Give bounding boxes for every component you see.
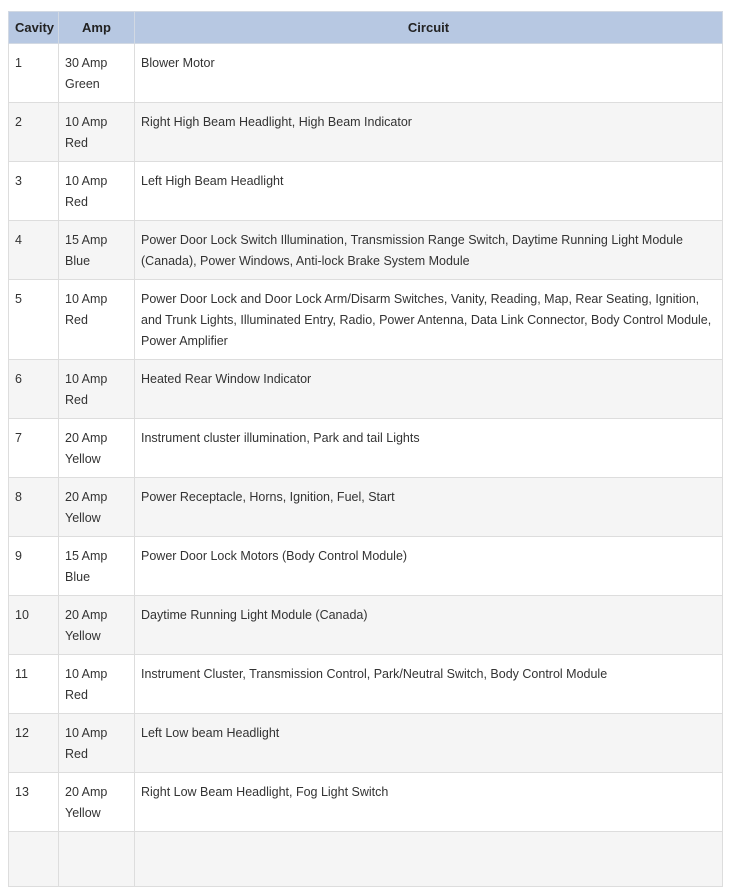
amp-rating: 30 Amp — [65, 56, 108, 70]
table-row — [9, 360, 723, 419]
cavity-cell: 10 — [9, 596, 59, 655]
fuse-table — [8, 11, 723, 887]
fuse-color: Yellow — [65, 629, 101, 643]
amp-cell — [59, 103, 135, 162]
fuse-color: Red — [65, 393, 88, 407]
cavity-cell: 7 — [9, 419, 59, 478]
circuit-cell: Power Door Lock and Door Lock Arm/Disarm Switches, Vanity, Reading, Map, Rear Seating, Ignition, and Trunk Lights, Illuminated Entry, Radio, Power Antenna, Data Link Connector, Body Control Module, Power Amplifier — [135, 280, 723, 360]
table-row — [9, 714, 723, 773]
table-row — [9, 419, 723, 478]
circuit-cell: Power Door Lock Switch Illumination, Transmission Range Switch, Daytime Running Light Module (Canada), Power Windows, Anti-lock Brake System Module — [135, 221, 723, 280]
amp-rating: 15 Amp — [65, 549, 108, 563]
amp-cell — [59, 478, 135, 537]
amp-cell — [59, 44, 135, 103]
table-body — [9, 44, 723, 887]
amp-cell — [59, 832, 135, 887]
fuse-color: Red — [65, 747, 88, 761]
cavity-cell: 8 — [9, 478, 59, 537]
fuse-table-container — [8, 11, 722, 887]
fuse-color: Blue — [65, 570, 91, 584]
cavity-cell: 5 — [9, 280, 59, 360]
amp-rating: 10 Amp — [65, 174, 108, 188]
amp-cell — [59, 360, 135, 419]
amp-cell — [59, 655, 135, 714]
fuse-color: Yellow — [65, 452, 101, 466]
table-row — [9, 162, 723, 221]
amp-rating: 20 Amp — [65, 490, 108, 504]
amp-cell — [59, 537, 135, 596]
table-row — [9, 596, 723, 655]
fuse-color: Red — [65, 195, 88, 209]
header-amp: Amp — [59, 12, 135, 44]
cavity-cell: 11 — [9, 655, 59, 714]
fuse-color: Yellow — [65, 806, 101, 820]
amp-cell — [59, 596, 135, 655]
circuit-cell: Blower Motor — [135, 44, 723, 103]
amp-rating: 10 Amp — [65, 726, 108, 740]
table-row — [9, 655, 723, 714]
circuit-cell: Daytime Running Light Module (Canada) — [135, 596, 723, 655]
table-row — [9, 221, 723, 280]
table-row — [9, 773, 723, 832]
cavity-cell: 6 — [9, 360, 59, 419]
amp-cell — [59, 162, 135, 221]
amp-rating: 20 Amp — [65, 608, 108, 622]
circuit-cell: Instrument Cluster, Transmission Control, Park/Neutral Switch, Body Control Module — [135, 655, 723, 714]
header-circuit: Circuit — [135, 12, 723, 44]
header-cavity: Cavity — [9, 12, 59, 44]
amp-cell — [59, 221, 135, 280]
cavity-cell: 12 — [9, 714, 59, 773]
circuit-cell: Power Receptacle, Horns, Ignition, Fuel, Start — [135, 478, 723, 537]
circuit-cell: Instrument cluster illumination, Park and tail Lights — [135, 419, 723, 478]
circuit-cell: Left Low beam Headlight — [135, 714, 723, 773]
fuse-color: Red — [65, 313, 88, 327]
table-row — [9, 103, 723, 162]
amp-rating: 10 Amp — [65, 667, 108, 681]
table-header-row — [9, 12, 723, 44]
circuit-cell: Heated Rear Window Indicator — [135, 360, 723, 419]
fuse-color: Blue — [65, 254, 91, 268]
amp-rating: 10 Amp — [65, 292, 108, 306]
circuit-cell: Power Door Lock Motors (Body Control Module) — [135, 537, 723, 596]
amp-cell — [59, 714, 135, 773]
circuit-cell: Right Low Beam Headlight, Fog Light Switch — [135, 773, 723, 832]
amp-rating: 20 Amp — [65, 431, 108, 445]
cavity-cell: 2 — [9, 103, 59, 162]
amp-cell — [59, 280, 135, 360]
amp-rating: 15 Amp — [65, 233, 108, 247]
amp-rating: 10 Amp — [65, 115, 108, 129]
table-row — [9, 832, 723, 887]
fuse-color: Red — [65, 688, 88, 702]
amp-cell — [59, 419, 135, 478]
amp-rating: 20 Amp — [65, 785, 108, 799]
cavity-cell: 13 — [9, 773, 59, 832]
table-row — [9, 44, 723, 103]
amp-cell — [59, 773, 135, 832]
cavity-cell: 1 — [9, 44, 59, 103]
table-row — [9, 478, 723, 537]
fuse-color: Yellow — [65, 511, 101, 525]
fuse-color: Green — [65, 77, 100, 91]
cavity-cell: 9 — [9, 537, 59, 596]
table-row — [9, 537, 723, 596]
circuit-cell — [135, 832, 723, 887]
circuit-cell: Right High Beam Headlight, High Beam Indicator — [135, 103, 723, 162]
circuit-cell: Left High Beam Headlight — [135, 162, 723, 221]
fuse-color: Red — [65, 136, 88, 150]
cavity-cell — [9, 832, 59, 887]
cavity-cell: 3 — [9, 162, 59, 221]
table-row — [9, 280, 723, 360]
cavity-cell: 4 — [9, 221, 59, 280]
amp-rating: 10 Amp — [65, 372, 108, 386]
